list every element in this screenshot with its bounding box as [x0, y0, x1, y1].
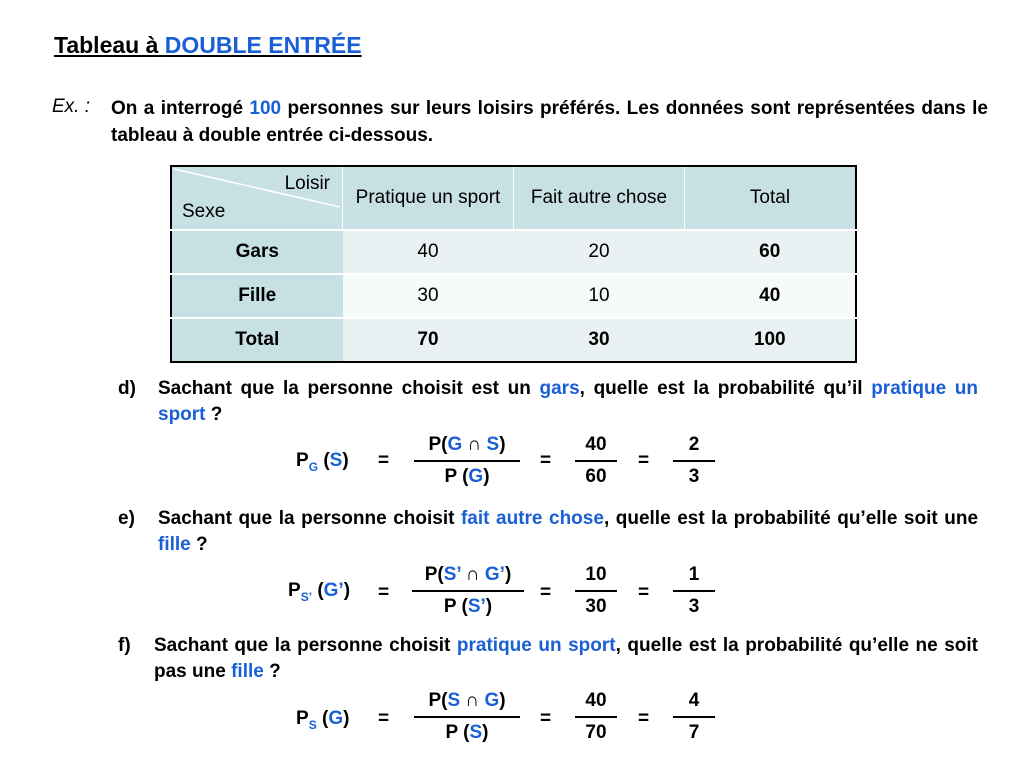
num-part: P(: [424, 564, 444, 585]
lhs-paren: (: [317, 580, 324, 601]
fraction-denominator: 70: [585, 722, 607, 743]
equation-d: [0, 430, 1024, 500]
lhs-variable: G’: [323, 580, 344, 601]
fraction-bar: [673, 716, 715, 718]
den-part: ): [482, 722, 489, 743]
question-text-part: ?: [205, 404, 223, 425]
den-variable: G: [468, 466, 484, 487]
fraction-bar: [414, 716, 520, 718]
den-part: P (: [445, 722, 470, 743]
intersection-symbol: ∩: [465, 564, 480, 585]
intersection-symbol: ∩: [467, 434, 482, 455]
num-variable: S: [447, 690, 461, 711]
fraction-bar: [673, 460, 715, 462]
fraction-denominator: [414, 464, 520, 490]
intro-text: [111, 95, 988, 149]
fraction-formula: [414, 688, 520, 746]
lhs-p: P: [288, 580, 301, 601]
question-highlight: gars: [539, 378, 580, 399]
fraction-numeric: [575, 432, 617, 490]
question-text: [158, 376, 978, 428]
num-part: ): [504, 564, 512, 585]
equals-sign: =: [378, 582, 390, 603]
fraction-bar: [673, 590, 715, 592]
num-part: P(: [428, 434, 448, 455]
question-text-part: , quelle est la probabilité qu’il: [579, 378, 863, 399]
fraction-bar: [575, 460, 617, 462]
fraction-result: [673, 432, 715, 490]
num-part: ): [499, 690, 506, 711]
corner-top-label: Loisir: [284, 173, 330, 194]
fraction-numerator: 40: [585, 690, 607, 711]
fraction-denominator: [414, 720, 520, 746]
lhs-p: P: [296, 708, 309, 729]
column-header: Pratique un sport: [343, 166, 514, 230]
intersection-symbol: ∩: [465, 690, 480, 711]
den-part: P (: [443, 596, 468, 617]
question-text-part: Sachant que la personne choisit: [158, 508, 455, 529]
equals-sign: =: [638, 450, 650, 471]
fraction-bar: [412, 590, 524, 592]
table-cell: 10: [514, 274, 685, 318]
row-header: Total: [171, 318, 343, 362]
lhs-paren: (: [321, 708, 329, 729]
lhs-variable: S: [329, 450, 343, 471]
num-variable: S’: [443, 564, 461, 585]
equation-f: [0, 688, 1024, 758]
question-d: [118, 376, 978, 428]
table-cell-total: 100: [685, 318, 857, 362]
fraction-bar: [575, 590, 617, 592]
fraction-denominator: 60: [585, 466, 607, 487]
question-f: [118, 633, 978, 685]
table-row: [171, 274, 856, 318]
fraction-formula: [412, 562, 524, 620]
fraction-numerator: 4: [688, 690, 700, 711]
question-text-part: , quelle est la probabilité qu’elle ne soit pas une: [154, 635, 979, 682]
fraction-bar: [575, 716, 617, 718]
fraction-numerator: 40: [585, 434, 607, 455]
lhs-paren: ): [342, 450, 349, 471]
question-highlight: pratique un sport: [456, 635, 616, 656]
fraction-denominator: [412, 594, 524, 620]
den-part: ): [483, 466, 490, 487]
equation-e: [0, 562, 1024, 632]
table-cell: 20: [514, 230, 685, 274]
lhs-paren: ): [343, 580, 351, 601]
den-variable: S: [469, 722, 483, 743]
fraction-denominator: 3: [688, 596, 700, 617]
num-variable: G: [484, 690, 500, 711]
example-label: Ex. :: [52, 96, 91, 117]
table-header-row: [171, 166, 856, 230]
fraction-denominator: 3: [688, 466, 700, 487]
question-e: [118, 506, 978, 558]
fraction-numeric: [575, 562, 617, 620]
lhs-subscript: G: [308, 459, 319, 474]
intro-before: On a interrogé: [111, 98, 244, 119]
question-highlight: pratique un sport: [158, 378, 978, 425]
table-cell: 40: [343, 230, 514, 274]
equals-sign: =: [540, 450, 552, 471]
question-text-part: ?: [263, 661, 281, 682]
column-header: Fait autre chose: [514, 166, 685, 230]
intro-number: 100: [249, 98, 282, 119]
lhs-subscript: S: [308, 717, 317, 732]
table-cell-total: 40: [685, 274, 857, 318]
table-cell-total: 30: [514, 318, 685, 362]
table-cell: 30: [343, 274, 514, 318]
question-text: [154, 633, 978, 685]
table-cell-total: 70: [343, 318, 514, 362]
table-corner-cell: [171, 166, 343, 230]
question-text-part: Sachant que la personne choisit: [154, 635, 451, 656]
question-text-part: Sachant que la personne choisit est un: [158, 378, 531, 399]
lhs-paren: (: [323, 450, 330, 471]
row-header: Gars: [171, 230, 343, 274]
fraction-result: [673, 562, 715, 620]
den-part: ): [485, 596, 493, 617]
den-variable: S’: [467, 596, 486, 617]
question-text: [158, 506, 978, 558]
den-part: P (: [444, 466, 469, 487]
equals-sign: =: [638, 582, 650, 603]
page-title: [54, 32, 362, 59]
fraction-bar: [414, 460, 520, 462]
double-entry-table: [170, 165, 857, 363]
fraction-denominator: 30: [585, 596, 607, 617]
table-cell-total: 60: [685, 230, 857, 274]
question-highlight: fait autre chose: [460, 508, 604, 529]
num-variable: S: [486, 434, 500, 455]
equation-lhs: [296, 450, 349, 474]
equation-lhs: [288, 580, 350, 604]
question-highlight: fille: [158, 534, 191, 555]
question-letter: f): [118, 635, 131, 656]
num-part: P(: [428, 690, 448, 711]
column-header: Total: [685, 166, 857, 230]
title-highlight: DOUBLE ENTRÉE: [164, 32, 362, 58]
corner-bottom-label: Sexe: [182, 201, 226, 222]
fraction-numerator: 10: [585, 564, 607, 585]
fraction-numerator: [414, 432, 520, 458]
equals-sign: =: [378, 708, 390, 729]
question-text-part: , quelle est la probabilité qu’elle soit une: [603, 508, 979, 529]
table-row: [171, 230, 856, 274]
num-variable: G: [447, 434, 463, 455]
equals-sign: =: [540, 708, 552, 729]
equals-sign: =: [540, 582, 552, 603]
equals-sign: =: [378, 450, 390, 471]
fraction-numerator: [412, 562, 524, 588]
table-row: [171, 318, 856, 362]
intro-after: personnes sur leurs loisirs préférés. Les données sont représentées dans le tableau à double entrée ci-dessous.: [111, 98, 988, 146]
title-prefix: Tableau à: [54, 32, 159, 58]
lhs-subscript: S’: [300, 589, 313, 604]
fraction-numerator: 1: [688, 564, 700, 585]
question-letter: d): [118, 378, 136, 399]
num-variable: G’: [484, 564, 505, 585]
fraction-numeric: [575, 688, 617, 746]
fraction-numerator: [414, 688, 520, 714]
question-letter: e): [118, 508, 135, 529]
lhs-paren: ): [343, 708, 350, 729]
fraction-numerator: 2: [688, 434, 700, 455]
num-part: ): [499, 434, 506, 455]
fraction-formula: [414, 432, 520, 490]
question-highlight: fille: [231, 661, 264, 682]
equals-sign: =: [638, 708, 650, 729]
equation-lhs: [296, 708, 349, 732]
lhs-p: P: [296, 450, 309, 471]
row-header: Fille: [171, 274, 343, 318]
question-text-part: ?: [190, 534, 208, 555]
fraction-denominator: 7: [688, 722, 700, 743]
lhs-variable: G: [328, 708, 344, 729]
fraction-result: [673, 688, 715, 746]
